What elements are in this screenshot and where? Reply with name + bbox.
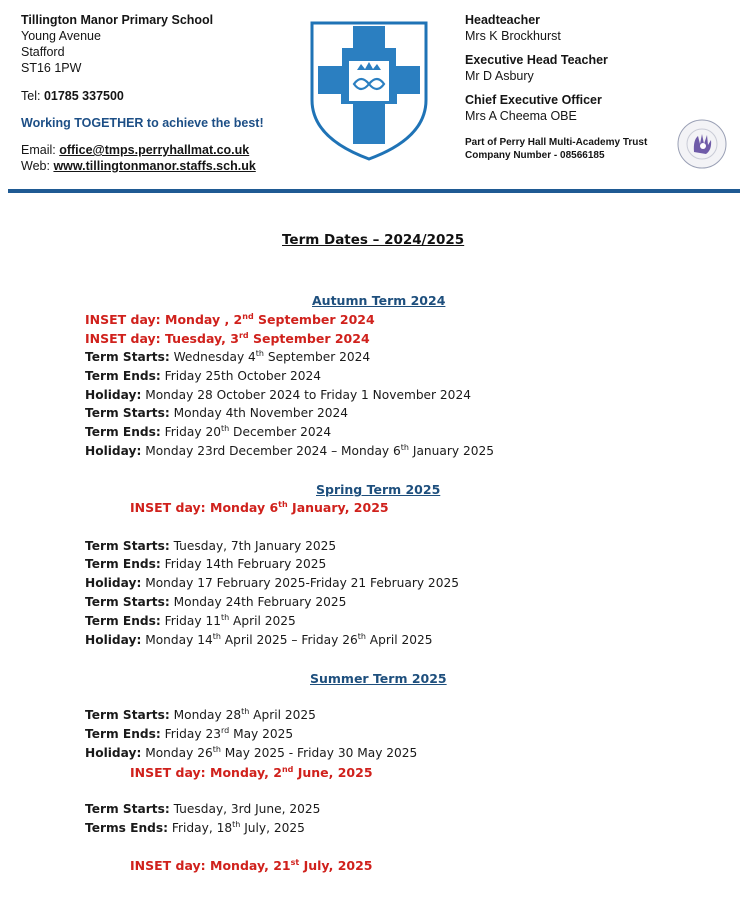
term-date-line: Holiday: Monday 23rd December 2024 – Monday 6th January 2025 xyxy=(85,442,494,458)
trust-line: Part of Perry Hall Multi-Academy Trust xyxy=(465,137,648,148)
school-name: Tillington Manor Primary School xyxy=(21,13,214,27)
inset-day-line: INSET day: Monday 6th January, 2025 xyxy=(130,499,389,515)
term-date-line: Term Ends: Friday 25th October 2024 xyxy=(85,369,321,383)
date-label: Term Ends: xyxy=(85,369,161,383)
inset-day-line: INSET day: Monday , 2nd September 2024 xyxy=(85,311,375,327)
date-label: Term Ends: xyxy=(85,614,161,628)
term-date-line: Holiday: Monday 28 October 2024 to Friday 1 November 2024 xyxy=(85,388,471,402)
summer-term-heading: Summer Term 2025 xyxy=(310,671,447,686)
telephone-number: 01785 337500 xyxy=(43,89,124,103)
perry-hall-trust-badge xyxy=(676,118,728,170)
address-line-2: Stafford xyxy=(21,45,65,59)
date-label: Holiday: xyxy=(85,444,142,458)
email-link[interactable]: office@tmps.perryhallmat.co.uk xyxy=(59,143,250,157)
date-label: Holiday: xyxy=(85,576,142,590)
ceo-title: Chief Executive Officer xyxy=(465,93,602,107)
ceo-name: Mrs A Cheema OBE xyxy=(465,109,577,123)
term-date-line: Term Ends: Friday 11th April 2025 xyxy=(85,612,296,628)
inset-day-line: INSET day: Monday, 21st July, 2025 xyxy=(130,857,373,873)
telephone-line xyxy=(21,88,264,104)
term-date-line: Term Starts: Wednesday 4th September 2024 xyxy=(85,348,371,364)
date-label: Term Starts: xyxy=(85,539,170,553)
executive-head-title: Executive Head Teacher xyxy=(465,53,608,67)
autumn-term-heading: Autumn Term 2024 xyxy=(312,293,446,308)
term-date-line: Holiday: Monday 14th April 2025 – Friday 26th April 2025 xyxy=(85,631,433,647)
website-link[interactable]: www.tillingtonmanor.staffs.sch.uk xyxy=(53,159,256,173)
term-date-line: Term Starts: Tuesday, 3rd June, 2025 xyxy=(85,802,321,816)
term-date-line: Term Ends: Friday 20th December 2024 xyxy=(85,423,332,439)
term-date-line: Terms Ends: Friday, 18th July, 2025 xyxy=(85,819,305,835)
address-line-1: Young Avenue xyxy=(21,29,101,43)
term-date-line: Term Starts: Monday 4th November 2024 xyxy=(85,406,349,420)
date-label: Term Starts: xyxy=(85,406,170,420)
email-line xyxy=(21,142,264,158)
date-label: Term Starts: xyxy=(85,350,170,364)
term-date-line: Term Ends: Friday 14th February 2025 xyxy=(85,557,327,571)
school-crest-logo xyxy=(308,20,430,162)
executive-head-name: Mr D Asbury xyxy=(465,69,534,83)
headteacher-title: Headteacher xyxy=(465,13,541,27)
school-contact-block xyxy=(21,12,264,174)
date-label: Term Starts: xyxy=(85,595,170,609)
date-label: Holiday: xyxy=(85,746,142,760)
date-label: Term Ends: xyxy=(85,425,161,439)
date-label: Term Starts: xyxy=(85,802,170,816)
inset-day-line: INSET day: Tuesday, 3rd September 2024 xyxy=(85,330,370,346)
web-label: Web: xyxy=(21,159,50,173)
school-motto: Working TOGETHER to achieve the best! xyxy=(21,116,264,130)
date-label: Term Starts: xyxy=(85,708,170,722)
date-label: Holiday: xyxy=(85,633,142,647)
date-label: Term Ends: xyxy=(85,727,161,741)
date-label: Terms Ends: xyxy=(85,821,169,835)
inset-day-line: INSET day: Monday, 2nd June, 2025 xyxy=(130,764,373,780)
headteacher-name: Mrs K Brockhurst xyxy=(465,29,561,43)
term-date-line: Holiday: Monday 17 February 2025-Friday 21 February 2025 xyxy=(85,576,459,590)
header-divider xyxy=(8,189,740,193)
term-date-line: Term Starts: Tuesday, 7th January 2025 xyxy=(85,539,337,553)
term-date-line: Term Ends: Friday 23rd May 2025 xyxy=(85,725,294,741)
web-line xyxy=(21,158,264,174)
page-title: Term Dates – 2024/2025 xyxy=(282,232,465,248)
company-number: Company Number - 08566185 xyxy=(465,150,605,161)
postcode: ST16 1PW xyxy=(21,61,82,75)
date-label: Holiday: xyxy=(85,388,142,402)
staff-block xyxy=(465,12,647,162)
tel-label: Tel: xyxy=(21,89,41,103)
date-label: Term Ends: xyxy=(85,557,161,571)
term-date-line: Holiday: Monday 26th May 2025 - Friday 30 May 2025 xyxy=(85,744,418,760)
term-date-line: Term Starts: Monday 24th February 2025 xyxy=(85,595,347,609)
email-label: Email: xyxy=(21,143,56,157)
spring-term-heading: Spring Term 2025 xyxy=(316,482,441,497)
term-date-line: Term Starts: Monday 28th April 2025 xyxy=(85,706,316,722)
